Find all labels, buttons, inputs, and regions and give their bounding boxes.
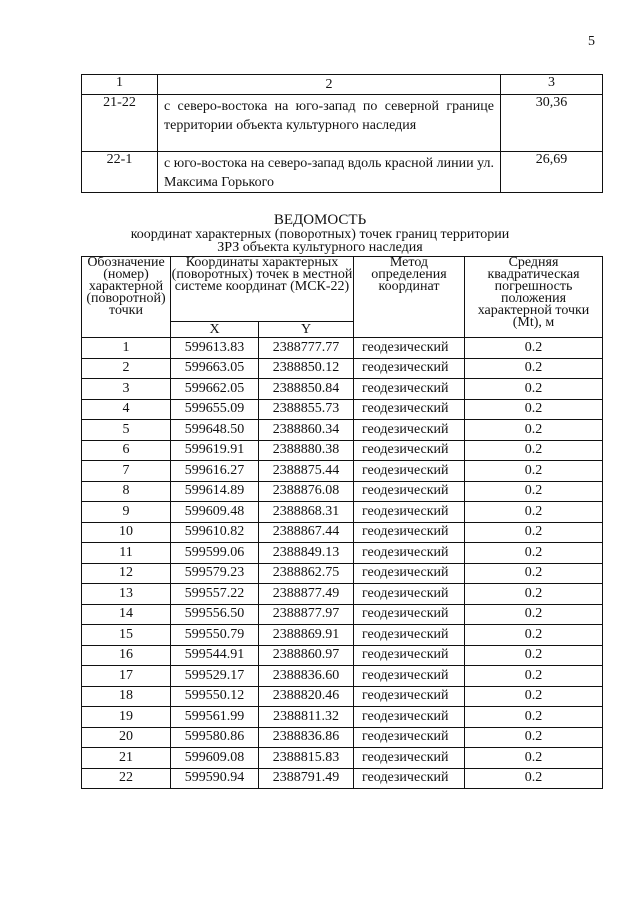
point-method: геодезический [354,338,465,359]
point-y: 2388869.91 [259,625,354,646]
point-y: 2388867.44 [259,522,354,543]
point-x: 599663.05 [171,358,259,379]
point-row [82,338,603,359]
point-y: 2388877.97 [259,604,354,625]
point-error: 0.2 [465,358,603,379]
point-x: 599613.83 [171,338,259,359]
point-y: 2388875.44 [259,461,354,482]
point-x: 599556.50 [171,604,259,625]
segment-length: 26,69 [501,152,603,193]
point-number: 4 [82,399,171,420]
point-number: 14 [82,604,171,625]
point-row [82,748,603,769]
point-y: 2388880.38 [259,440,354,461]
point-method: геодезический [354,604,465,625]
point-error: 0.2 [465,625,603,646]
point-error: 0.2 [465,440,603,461]
point-error: 0.2 [465,420,603,441]
point-x: 599648.50 [171,420,259,441]
point-x: 599529.17 [171,666,259,687]
point-number: 15 [82,625,171,646]
point-x: 599590.94 [171,768,259,789]
point-error: 0.2 [465,543,603,564]
point-error: 0.2 [465,727,603,748]
point-x: 599580.86 [171,727,259,748]
point-x: 599561.99 [171,707,259,728]
point-x: 599610.82 [171,522,259,543]
header-method: Метод определения координат [354,257,465,338]
point-error: 0.2 [465,645,603,666]
point-x: 599616.27 [171,461,259,482]
point-error: 0.2 [465,461,603,482]
point-row [82,440,603,461]
document-subtitle: координат характерных (поворотных) точек границ территории [130,227,510,242]
point-y: 2388815.83 [259,748,354,769]
point-number: 22 [82,768,171,789]
point-error: 0.2 [465,338,603,359]
point-x: 599662.05 [171,379,259,400]
point-number: 3 [82,379,171,400]
point-method: геодезический [354,645,465,666]
point-method: геодезический [354,748,465,769]
point-y: 2388855.73 [259,399,354,420]
point-number: 12 [82,563,171,584]
point-error: 0.2 [465,379,603,400]
point-number: 21 [82,748,171,769]
point-method: геодезический [354,666,465,687]
point-row [82,358,603,379]
point-x: 599614.89 [171,481,259,502]
segments-header-row [82,75,603,95]
point-number: 18 [82,686,171,707]
point-x: 599609.48 [171,502,259,523]
point-error: 0.2 [465,768,603,789]
point-number: 7 [82,461,171,482]
segments-header-cell: 1 [82,75,158,95]
points-header-row [82,257,603,322]
point-y: 2388860.97 [259,645,354,666]
point-error: 0.2 [465,399,603,420]
header-error: Средняя квадратическая погрешность положения характерной точки (Mt), м [465,257,603,338]
points-table [81,256,603,789]
point-row [82,399,603,420]
point-y: 2388850.84 [259,379,354,400]
point-error: 0.2 [465,604,603,625]
point-row [82,727,603,748]
point-y: 2388868.31 [259,502,354,523]
point-row [82,502,603,523]
point-x: 599557.22 [171,584,259,605]
document-title: ВЕДОМОСТЬ [273,212,367,228]
segment-description: с северо-востока на юго-запад по северной границе территории объекта культурного наследия [158,95,501,152]
point-row [82,543,603,564]
segment-description: с юго-востока на северо-запад вдоль красной линии ул. Максима Горького [158,152,501,193]
point-x: 599550.12 [171,686,259,707]
point-y: 2388777.77 [259,338,354,359]
point-method: геодезический [354,481,465,502]
point-y: 2388836.60 [259,666,354,687]
point-error: 0.2 [465,563,603,584]
point-x: 599655.09 [171,399,259,420]
header-coordinates: Координаты характерных (поворотных) точек в местной системе координат (МСК-22) [171,257,354,322]
point-row [82,604,603,625]
point-number: 20 [82,727,171,748]
point-number: 8 [82,481,171,502]
point-row [82,420,603,441]
point-method: геодезический [354,420,465,441]
segment-row [82,95,603,152]
point-number: 17 [82,666,171,687]
point-method: геодезический [354,399,465,420]
points-body [82,338,603,789]
point-x: 599619.91 [171,440,259,461]
point-y: 2388811.32 [259,707,354,728]
header-point: Обозначение (номер) характерной (поворотной) точки [82,257,171,338]
point-x: 599544.91 [171,645,259,666]
point-row [82,666,603,687]
point-number: 2 [82,358,171,379]
point-row [82,379,603,400]
point-y: 2388791.49 [259,768,354,789]
point-y: 2388849.13 [259,543,354,564]
point-row [82,625,603,646]
point-error: 0.2 [465,584,603,605]
point-number: 1 [82,338,171,359]
point-row [82,481,603,502]
document-subtitle-2: ЗРЗ объекта культурного наследия [217,240,423,255]
point-number: 13 [82,584,171,605]
point-number: 11 [82,543,171,564]
segment-id: 21-22 [82,95,158,152]
point-number: 6 [82,440,171,461]
point-x: 599550.79 [171,625,259,646]
point-method: геодезический [354,543,465,564]
point-error: 0.2 [465,686,603,707]
point-method: геодезический [354,440,465,461]
header-y: Y [259,322,354,338]
header-x: X [171,322,259,338]
point-y: 2388860.34 [259,420,354,441]
page-number: 5 [588,34,595,49]
point-x: 599609.08 [171,748,259,769]
segments-header-cell: 2 [158,75,501,95]
point-error: 0.2 [465,666,603,687]
point-method: геодезический [354,461,465,482]
point-row [82,522,603,543]
point-error: 0.2 [465,522,603,543]
point-number: 16 [82,645,171,666]
point-row [82,768,603,789]
point-y: 2388876.08 [259,481,354,502]
point-row [82,563,603,584]
point-y: 2388862.75 [259,563,354,584]
segment-row [82,152,603,193]
point-error: 0.2 [465,748,603,769]
point-method: геодезический [354,379,465,400]
point-method: геодезический [354,686,465,707]
point-row [82,645,603,666]
point-y: 2388850.12 [259,358,354,379]
point-row [82,707,603,728]
segments-table [81,74,603,193]
point-method: геодезический [354,522,465,543]
point-method: геодезический [354,768,465,789]
point-y: 2388877.49 [259,584,354,605]
point-method: геодезический [354,707,465,728]
segments-header-cell: 3 [501,75,603,95]
point-error: 0.2 [465,707,603,728]
point-x: 599599.06 [171,543,259,564]
point-number: 19 [82,707,171,728]
point-y: 2388836.86 [259,727,354,748]
point-method: геодезический [354,358,465,379]
segment-length: 30,36 [501,95,603,152]
point-error: 0.2 [465,502,603,523]
point-method: геодезический [354,625,465,646]
point-error: 0.2 [465,481,603,502]
point-method: геодезический [354,727,465,748]
point-row [82,584,603,605]
segment-id: 22-1 [82,152,158,193]
point-x: 599579.23 [171,563,259,584]
point-method: геодезический [354,563,465,584]
point-method: геодезический [354,584,465,605]
point-row [82,461,603,482]
point-row [82,686,603,707]
point-y: 2388820.46 [259,686,354,707]
point-number: 10 [82,522,171,543]
point-number: 9 [82,502,171,523]
point-method: геодезический [354,502,465,523]
point-number: 5 [82,420,171,441]
